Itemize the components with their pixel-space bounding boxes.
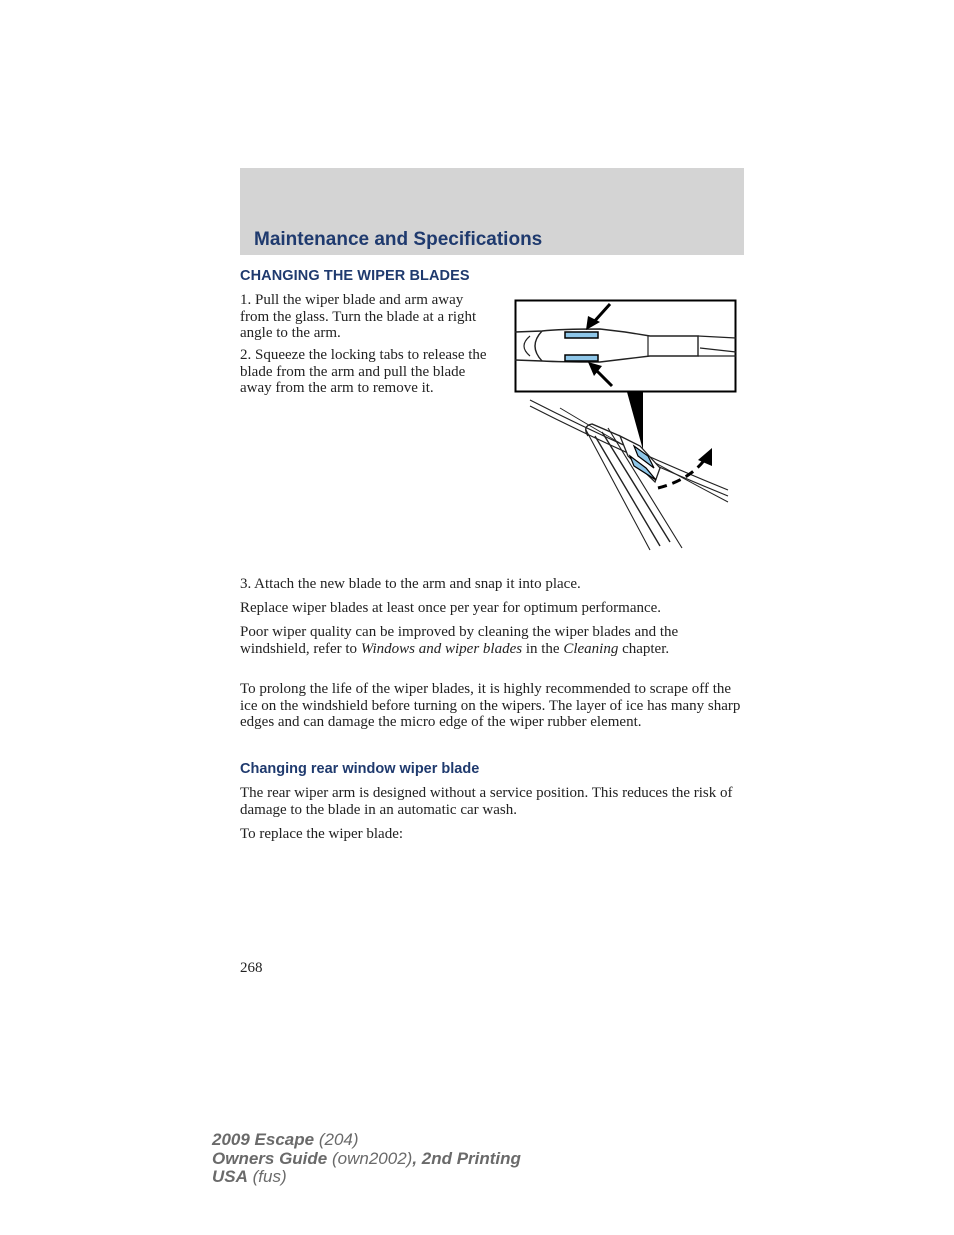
replace-note-text: Replace wiper blades at least once per year for optimum performance. [240,600,662,616]
footer-region-code: (fus) [252,1167,287,1186]
footer-printing: , 2nd Printing [412,1148,521,1168]
footer-guide-code: (own2002) [331,1148,413,1168]
poor-quality-text-middle: in the [522,640,564,657]
poor-quality-text-start: Poor wiper quality can be improved by cleaning the wiper blades and the windshield, refer to [240,624,679,657]
poor-quality-text-end: chapter. [618,640,670,657]
ice-note-text: To prolong the life of the wiper blades, it is highly recommended to scrape off the ice on the windshield before turning on the wipers. The layer of ice has many sharp edges and can damage the micro edge of the wiper rubber element. [240,681,741,731]
page-number: 268 [240,960,263,976]
heading-rear-wiper-blade: Changing rear window wiper blade [240,761,480,777]
windows-wiper-blades-reference: Windows and wiper blades [360,640,523,657]
footer-region: USA [212,1167,248,1186]
footer-guide: Owners Guide [212,1148,328,1168]
cleaning-chapter-reference: Cleaning [563,640,619,657]
rear-wiper-instruction: To replace the wiper blade: [240,826,404,842]
rear-wiper-para: The rear wiper arm is designed without a service position. This reduces the risk of damage to the blade in an automatic car wash. [240,785,733,818]
heading-changing-wiper-blades: CHANGING THE WIPER BLADES [240,268,470,284]
section-title: Maintenance and Specifications [254,229,543,250]
poor-quality-text [240,624,746,657]
inset-detail-frame [516,301,736,392]
document-footer [212,1131,521,1187]
section-header-band [240,168,744,255]
step-2-text: 2. Squeeze the locking tabs to release the blade from the arm and pull the blade away from the arm to remove it. [240,347,487,397]
step-1-text: 1. Pull the wiper blade and arm away from the glass. Turn the blade at a right angle to the arm. [240,292,477,342]
footer-model: 2009 Escape [212,1130,315,1149]
upper-locking-tab [565,332,598,338]
step-3-text: 3. Attach the new blade to the arm and snap it into place. [240,576,581,592]
wiper-blade-illustration [500,296,740,556]
footer-model-code: (204) [318,1130,359,1149]
lower-locking-tab [565,355,598,361]
